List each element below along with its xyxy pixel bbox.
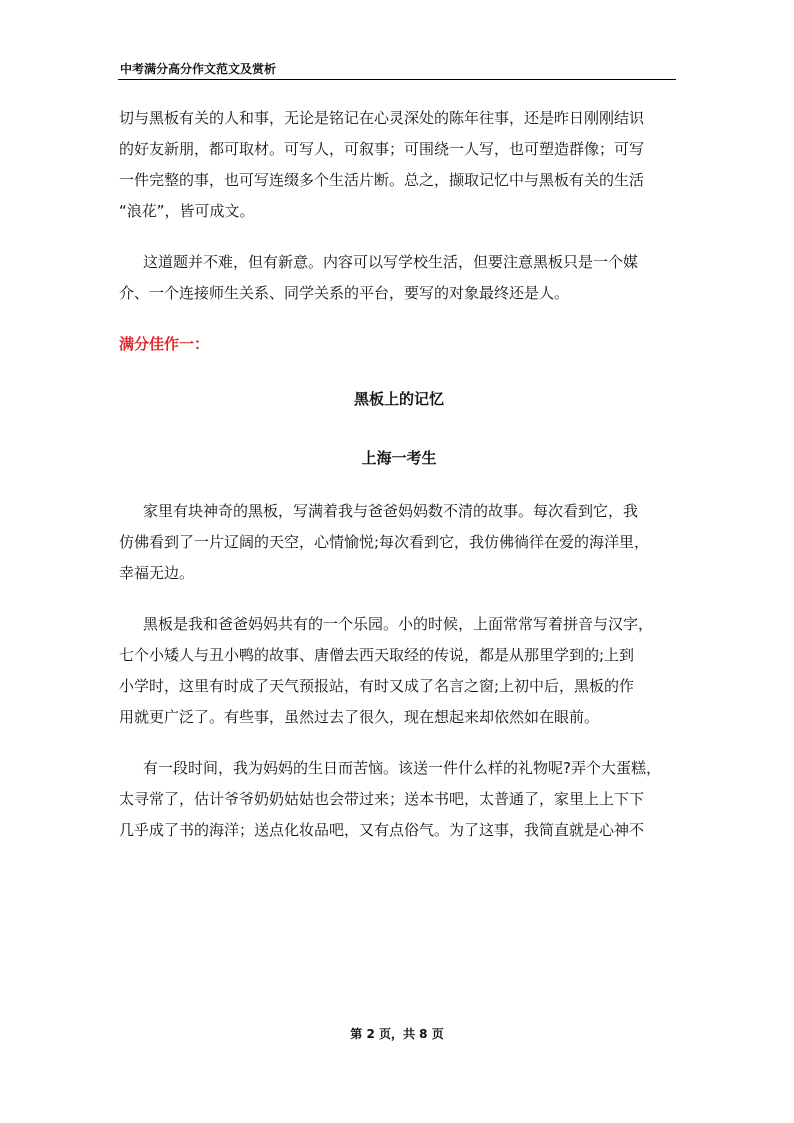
intro-paragraph-2 [119,247,679,309]
essay-paragraph-2 [119,609,679,733]
text-line: 家里有块神奇的黑板，写满着我与爸爸妈妈数不清的故事。每次看到它，我 [143,502,639,520]
text-line: 的好友新朋，都可取材。可写人，可叙事；可围绕一人写，也可塑造群像；可写 [119,140,645,158]
text-line: 幸福无边。 [119,564,195,582]
text-line: 黑板是我和爸爸妈妈共有的一个乐园。小的时候，上面常常写着拼音与汉字， [143,615,654,633]
page-number-footer: 第 2 页，共 8 页 [350,1027,444,1041]
text-line: 一件完整的事，也可写连缀多个生活片断。总之，撷取记忆中与黑板有关的生活 [119,171,645,189]
section-label: 满分佳作一： [119,335,210,353]
essay-paragraph-3 [119,753,679,846]
text-line: 七个小矮人与丑小鸭的故事、唐僧去西天取经的传说，都是从那里学到的;上到 [119,646,635,664]
text-line: 这道题并不难，但有新意。内容可以写学校生活，但要注意黑板只是一个媒 [143,253,639,271]
text-line: 切与黑板有关的人和事，无论是铭记在心灵深处的陈年往事，还是昨日刚刚结识 [119,109,645,127]
text-line: 用就更广泛了。有些事，虽然过去了很久，现在想起来却依然如在眼前。 [119,708,600,726]
document-header-title: 中考满分高分作文范文及赏析 [120,62,277,76]
document-body [119,103,679,866]
header-divider [118,79,676,80]
text-line: 小学时，这里有时成了天气预报站，有时又成了名言之窗;上初中后，黑板的作 [119,677,635,695]
text-line: 介、一个连接师生关系、同学关系的平台，要写的对象最终还是人。 [119,284,570,302]
essay-title: 黑板上的记忆 [353,390,444,408]
text-line: 太寻常了，估计爷爷奶奶姑姑也会带过来；送本书吧，太普通了，家里上上下下 [119,790,645,808]
text-line: “浪花”，皆可成文。 [119,202,255,220]
text-line: 仿佛看到了一片辽阔的天空，心情愉悦;每次看到它，我仿佛徜徉在爱的海洋里， [119,533,650,551]
essay-author: 上海一考生 [361,449,437,467]
intro-paragraph-1 [119,103,679,227]
text-line: 几乎成了书的海洋；送点化妆品吧，又有点俗气。为了这事，我简直就是心神不 [119,821,645,839]
text-line: 有一段时间，我为妈妈的生日而苦恼。该送一件什么样的礼物呢?弄个大蛋糕， [143,759,661,777]
essay-paragraph-1 [119,496,679,589]
